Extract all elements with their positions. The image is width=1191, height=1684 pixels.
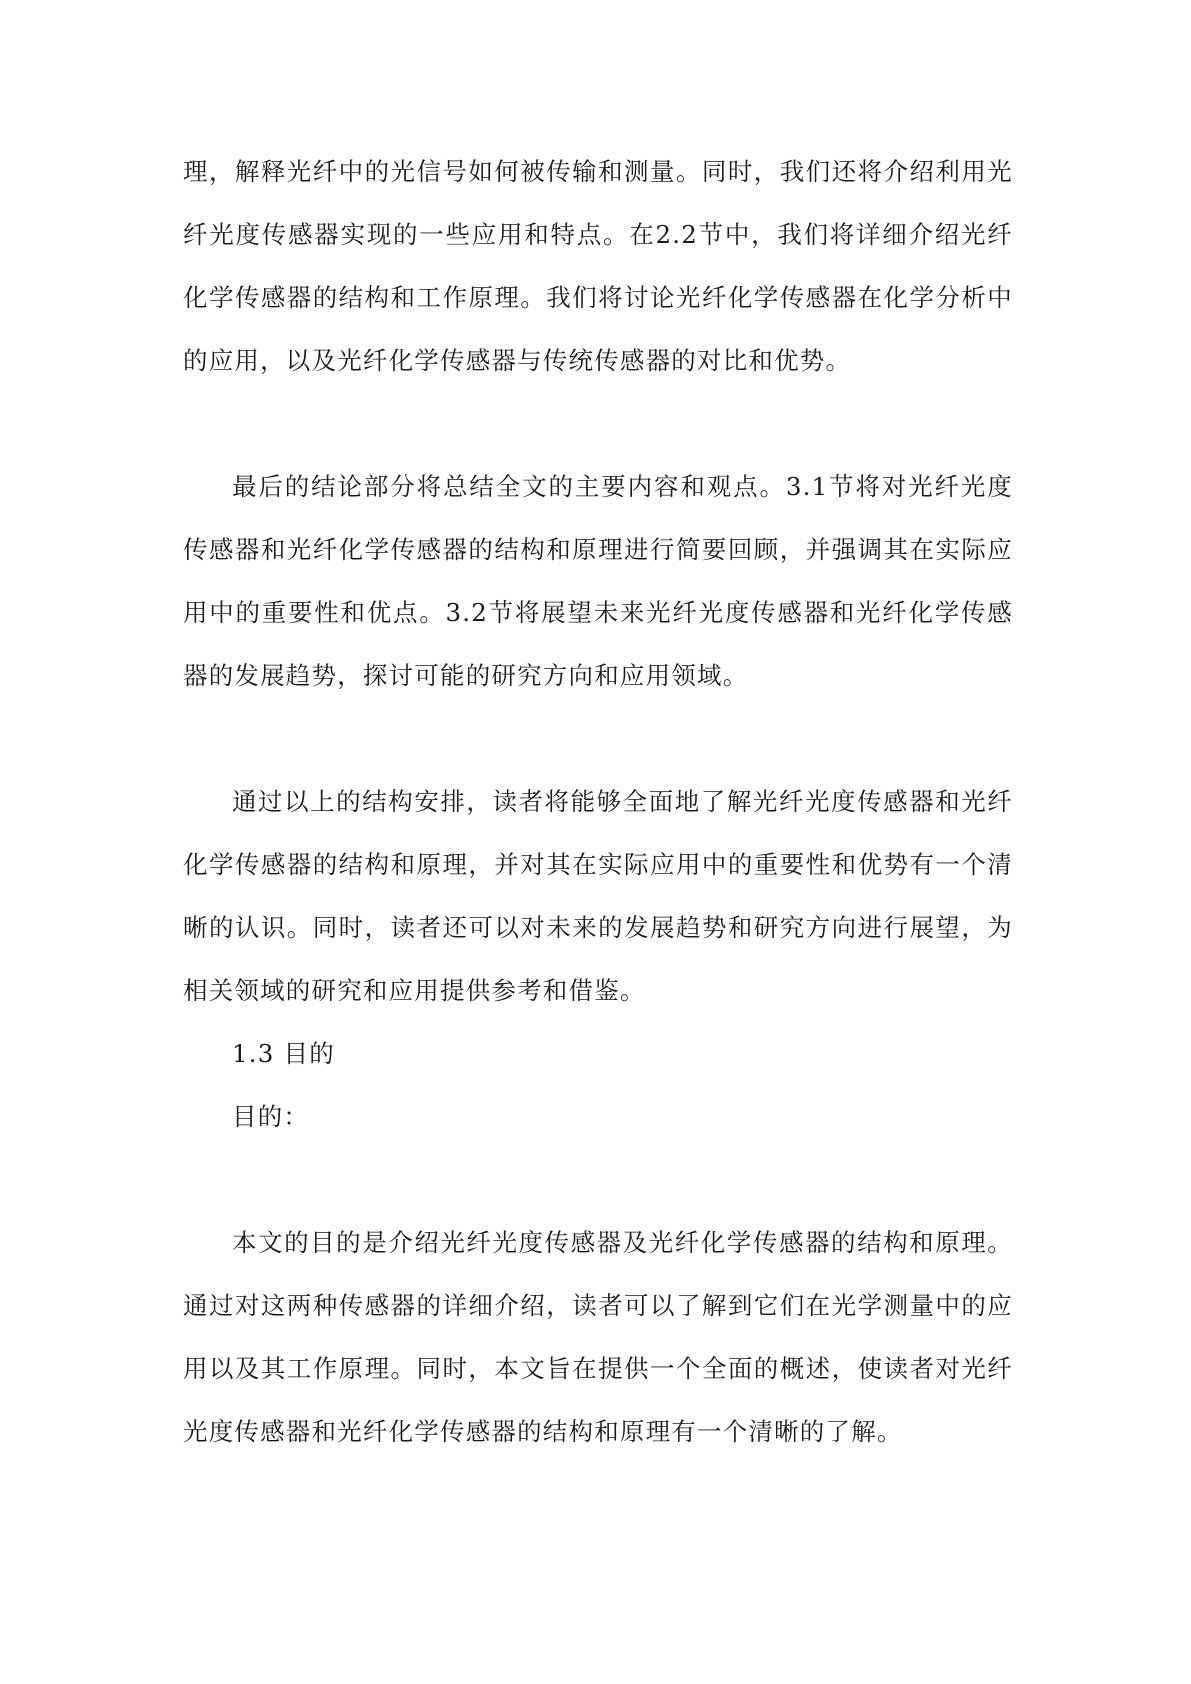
paragraph-purpose: 本文的目的是介绍光纤光度传感器及光纤化学传感器的结构和原理。通过对这两种传感器的详细介绍，读者可以了解到它们在光学测量中的应用以及其工作原理。同时，本文旨在提供一个全面的概述，使读者对光纤光度传感器和光纤化学传感器的结构和原理有一个清晰的了解。	[183, 1228, 1013, 1446]
paragraph-structure-continued: 理，解释光纤中的光信号如何被传输和测量。同时，我们还将介绍利用光纤光度传感器实现的一些应用和特点。在2.2节中，我们将详细介绍光纤化学传感器的结构和工作原理。我们将讨论光纤化学传感器在化学分析中的应用，以及光纤化学传感器与传统传感器的对比和优势。	[183, 157, 1013, 375]
document-body	[183, 140, 1013, 1463]
section-subheading: 目的：	[232, 1102, 310, 1131]
paragraph-structure-summary: 通过以上的结构安排，读者将能够全面地了解光纤光度传感器和光纤化学传感器的结构和原理，并对其在实际应用中的重要性和优势有一个清晰的认识。同时，读者还可以对未来的发展趋势和研究方向进行展望，为相关领域的研究和应用提供参考和借鉴。	[183, 787, 1013, 1005]
paragraph-conclusion-overview: 最后的结论部分将总结全文的主要内容和观点。3.1节将对光纤光度传感器和光纤化学传感器的结构和原理进行简要回顾，并强调其在实际应用中的重要性和优点。3.2节将展望未来光纤光度传感器和光纤化学传感器的发展趋势，探讨可能的研究方向和应用领域。	[183, 472, 1013, 690]
section-heading: 1.3 目的	[232, 1039, 335, 1068]
